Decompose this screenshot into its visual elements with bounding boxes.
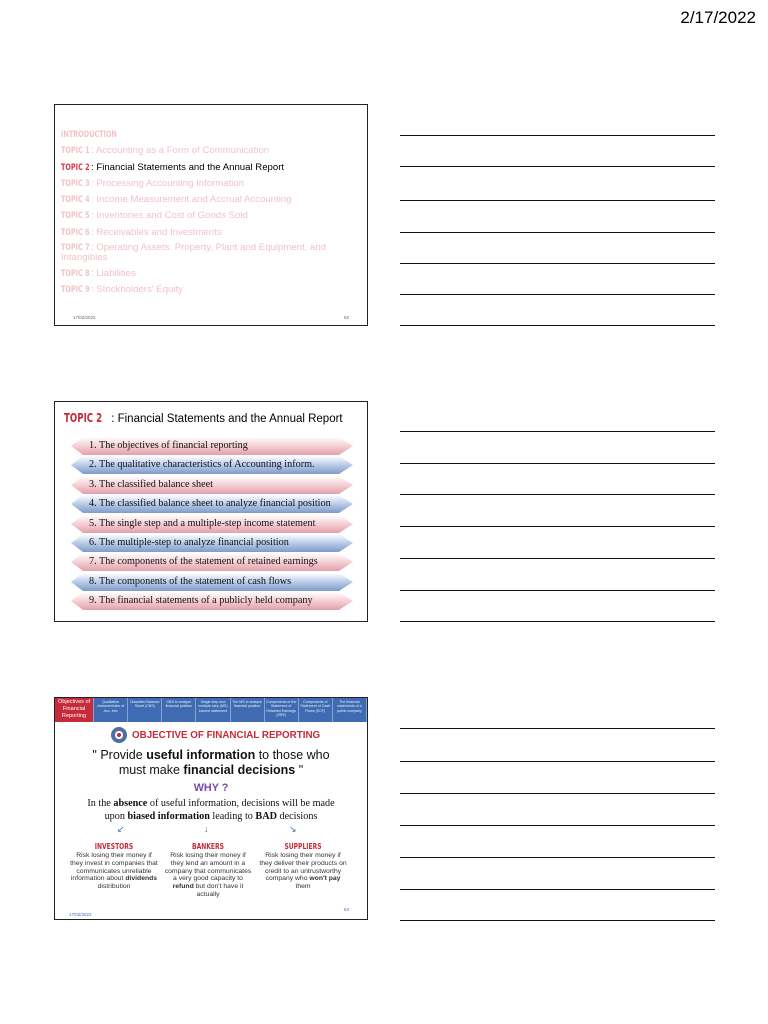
nav-section-6: The MS to analyze financial position	[231, 698, 265, 722]
nav-section-7: Components of the Statement of Retained Earnings (SRE)	[265, 698, 299, 722]
slide-course-topics	[54, 104, 368, 326]
target-icon	[111, 727, 127, 743]
bankers-description: Risk losing their money if they lend an amount in a company that communicates a very good capacity to refund but don't have it actually	[164, 852, 252, 898]
bankers-label: BANKERS	[192, 842, 224, 851]
topic-item-7: TOPIC 7: Operating Assets: Property, Plant and Equipment, and Intangibles	[61, 243, 327, 264]
investors-column	[69, 842, 159, 891]
outline-item-6	[71, 534, 353, 553]
bankers-column	[163, 842, 253, 899]
nav-section-9: The financial statements of a public company	[333, 698, 367, 722]
nav-section-8: Components of Statement of Cash Flows (SCF)	[299, 698, 333, 722]
nav-section-3: Classified Balance Sheet (CBS)	[128, 698, 162, 722]
suppliers-column	[258, 842, 348, 891]
nav-section-2: Qualitative characteristics of Acc. Info	[94, 698, 128, 722]
arrow-down-icon: ↓	[204, 824, 209, 834]
nav-section-5: Single step and multiple-step (MS) income statement	[196, 698, 230, 722]
outline-item-text: 5. The single step and a multiple-step income statement	[89, 517, 316, 529]
notes-line	[400, 232, 715, 233]
nav-section-4: CBS to analyze financial position	[162, 698, 196, 722]
notes-line	[400, 793, 715, 794]
outline-item-text: 8. The components of the statement of cash flows	[89, 575, 292, 587]
notes-line	[400, 761, 715, 762]
section-nav-bar	[55, 698, 367, 722]
slide-topic-2-outline	[54, 401, 368, 622]
notes-line	[400, 431, 715, 432]
outline-item-1	[71, 437, 353, 456]
notes-line	[400, 590, 715, 591]
outline-item-text: 2. The qualitative characteristics of Accounting inform.	[89, 459, 315, 471]
notes-line	[400, 494, 715, 495]
objective-quote: " Provide useful information to those who must make financial decisions "	[92, 748, 330, 777]
notes-line	[400, 200, 715, 201]
notes-line	[400, 728, 715, 729]
footer-page-number: 54	[343, 907, 349, 912]
suppliers-label: SUPPLIERS	[284, 842, 322, 851]
topic-item-9: TOPIC 9: Stockholders' Equity	[61, 284, 183, 296]
why-label: WHY ?	[193, 782, 229, 794]
notes-line	[400, 463, 715, 464]
investors-label: INVESTORS	[94, 842, 134, 851]
outline-item-2	[71, 456, 353, 475]
outline-item-text: 3. The classified balance sheet	[89, 478, 213, 490]
notes-line	[400, 135, 715, 136]
outline-item-text: 7. The components of the statement of retained earnings	[89, 556, 318, 568]
arrow-down-left-icon: ↙	[117, 824, 125, 834]
topic-item-1: TOPIC 1: Accounting as a Form of Communication	[61, 145, 270, 157]
topic-item-3: TOPIC 3: Processing Accounting Information	[61, 177, 245, 189]
notes-line	[400, 558, 715, 559]
nav-section-1: Objectives of Financial Reporting	[55, 698, 94, 722]
slide-footer	[73, 315, 349, 320]
footer-page-number: 52	[343, 315, 349, 320]
intro-label: INTRODUCTION	[61, 130, 117, 140]
outline-item-4	[71, 495, 353, 514]
outline-item-text: 6. The multiple-step to analyze financial position	[89, 536, 289, 548]
notes-line	[400, 526, 715, 527]
footer-date: 17/02/2022	[73, 315, 96, 320]
outline-item-5	[71, 515, 353, 534]
notes-line	[400, 621, 715, 622]
notes-line	[400, 294, 715, 295]
outline-item-9	[71, 592, 353, 611]
topic-list	[61, 127, 361, 299]
absence-statement: In the absence of useful information, decisions will be made upon biased information leading to BAD decisions	[87, 798, 335, 822]
suppliers-description: Risk losing their money if they deliver their products on credit to an untrustworthy company who won't pay them	[259, 852, 347, 891]
slide-title: TOPIC 2 : Financial Statements and the Annual Report	[64, 411, 343, 425]
heading-text: OBJECTIVE OF FINANCIAL REPORTING	[132, 729, 321, 741]
arrow-down-right-icon: ↘	[289, 824, 297, 834]
outline-item-8	[71, 573, 353, 592]
footer-date: 17/02/2022	[69, 912, 92, 917]
topic-item-4: TOPIC 4: Income Measurement and Accrual Accounting	[61, 194, 292, 206]
outline-item-text: 9. The financial statements of a publicly held company	[89, 595, 313, 607]
outline-list	[71, 437, 353, 612]
investors-description: Risk losing their money if they invest in companies that communicates unreliable information about dividends distribution	[70, 852, 158, 891]
notes-line	[400, 325, 715, 326]
topic-title: Financial Statements and the Annual Report	[117, 413, 343, 425]
notes-line	[400, 857, 715, 858]
topic-item-6: TOPIC 6: Receivables and Investments	[61, 226, 222, 238]
outline-item-text: 1. The objectives of financial reporting	[89, 440, 248, 451]
topic-item-8: TOPIC 8: Liabilities	[61, 268, 136, 280]
outline-item-7	[71, 553, 353, 572]
notes-line	[400, 920, 715, 921]
page-date: 2/17/2022	[680, 8, 756, 27]
outline-item-3	[71, 476, 353, 495]
slide-heading	[111, 727, 320, 743]
notes-line	[400, 263, 715, 264]
outline-item-text: 4. The classified balance sheet to analyze financial position	[89, 498, 331, 510]
topic-item-2: TOPIC 2: Financial Statements and the Annual Report	[61, 161, 285, 173]
topic-tag: TOPIC 2	[64, 411, 103, 425]
notes-line	[400, 889, 715, 890]
topic-item-5: TOPIC 5: Inventories and Cost of Goods Sold	[61, 210, 248, 222]
notes-line	[400, 825, 715, 826]
slide-objective-of-financial-reporting	[54, 697, 368, 920]
notes-line	[400, 166, 715, 167]
